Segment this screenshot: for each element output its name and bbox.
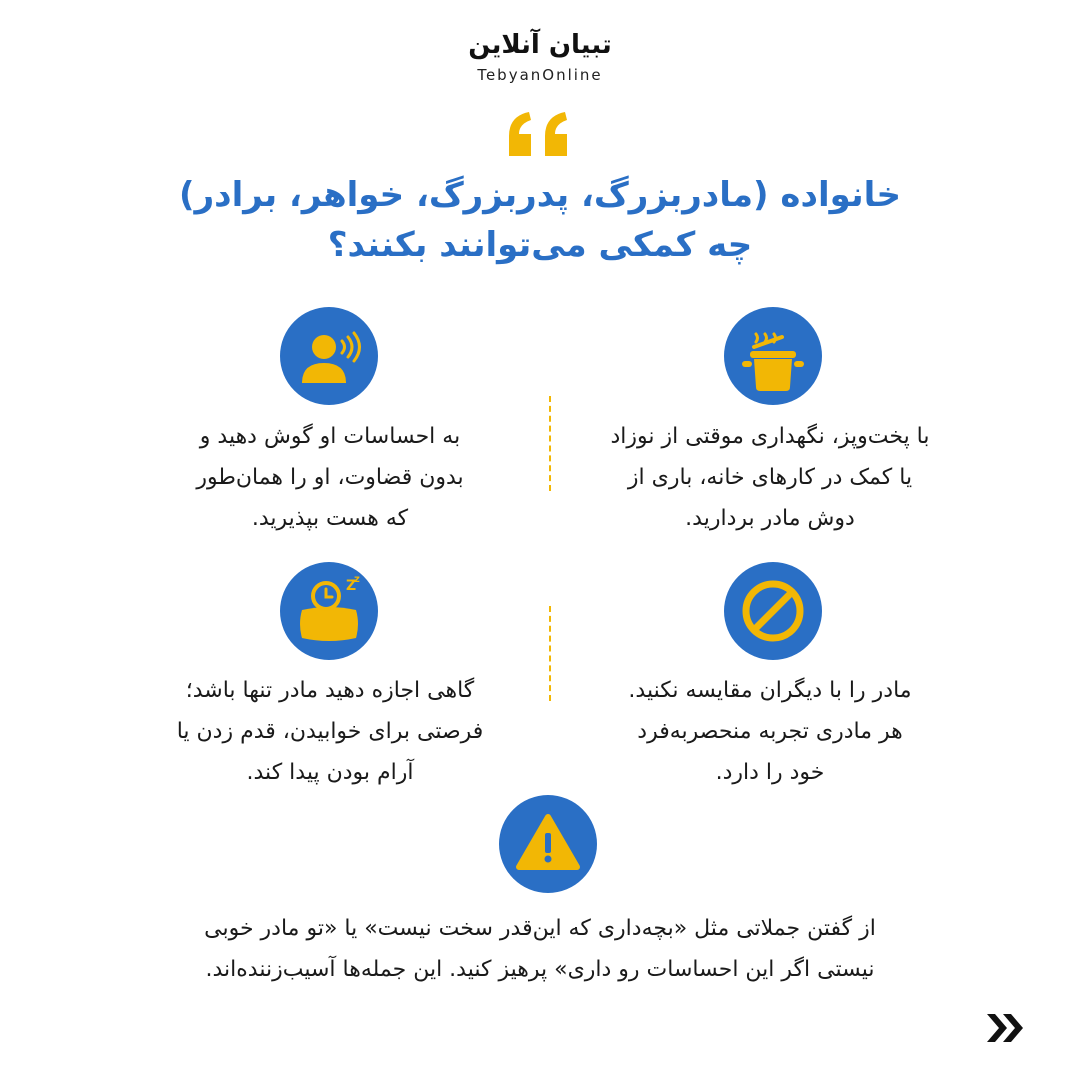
prohibited-icon <box>724 562 822 660</box>
brand-logo-persian: تبیان آنلاین <box>468 30 612 60</box>
title-line-2: چه کمکی می‌توانند بکنند؟ <box>327 225 753 265</box>
help-item-line: گاهی اجازه دهید مادر تنها باشد؛ <box>185 678 475 703</box>
divider <box>549 606 551 701</box>
help-item-line: به احساسات او گوش دهید و <box>199 424 461 449</box>
warning-line: نیستی اگر این احساسات رو داری» پرهیز کنید. این جمله‌ها آسیب‌زننده‌اند. <box>205 957 875 982</box>
help-item-listening <box>130 416 530 539</box>
divider <box>549 396 551 491</box>
brand-logo-english: TebyanOnline <box>477 66 603 84</box>
help-item-line: مادر را با دیگران مقایسه نکنید. <box>628 678 912 703</box>
svg-text:Z: Z <box>346 578 357 594</box>
help-item-line: آرام بودن پیدا کند. <box>246 760 414 785</box>
double-chevron-right-icon[interactable] <box>985 1010 1025 1046</box>
help-item-line: که هست بپذیرید. <box>251 506 409 531</box>
help-item-line: با پخت‌وپز، نگهداری موقتی از نوزاد <box>610 424 930 449</box>
warning-line: از گفتن جملاتی مثل «بچه‌داری که این‌قدر سخت نیست» یا «تو مادر خوبی <box>204 916 876 941</box>
sleep-pillow-clock-icon <box>280 562 378 660</box>
listening-person-icon <box>280 307 378 405</box>
help-item-line: هر مادری تجربه منحصربه‌فرد <box>637 719 903 744</box>
page-title <box>140 170 940 270</box>
quote-icon <box>505 108 575 160</box>
help-item-line: بدون قضاوت، او را همان‌طور <box>196 465 464 490</box>
cooking-pot-icon <box>724 307 822 405</box>
help-item-alone-time <box>130 670 530 793</box>
help-item-no-comparison <box>570 670 970 793</box>
warning-text <box>90 908 990 990</box>
svg-text:z: z <box>354 574 360 585</box>
help-item-line: فرصتی برای خوابیدن، قدم زدن یا <box>176 719 484 744</box>
title-line-1: خانواده (مادربزرگ، پدربزرگ، خواهر، برادر) <box>179 175 901 215</box>
help-item-line: خود را دارد. <box>715 760 825 785</box>
help-item-line: یا کمک در کارهای خانه، باری از <box>627 465 913 490</box>
warning-icon <box>499 795 597 893</box>
help-item-cooking <box>570 416 970 539</box>
help-item-line: دوش مادر بردارید. <box>685 506 855 531</box>
